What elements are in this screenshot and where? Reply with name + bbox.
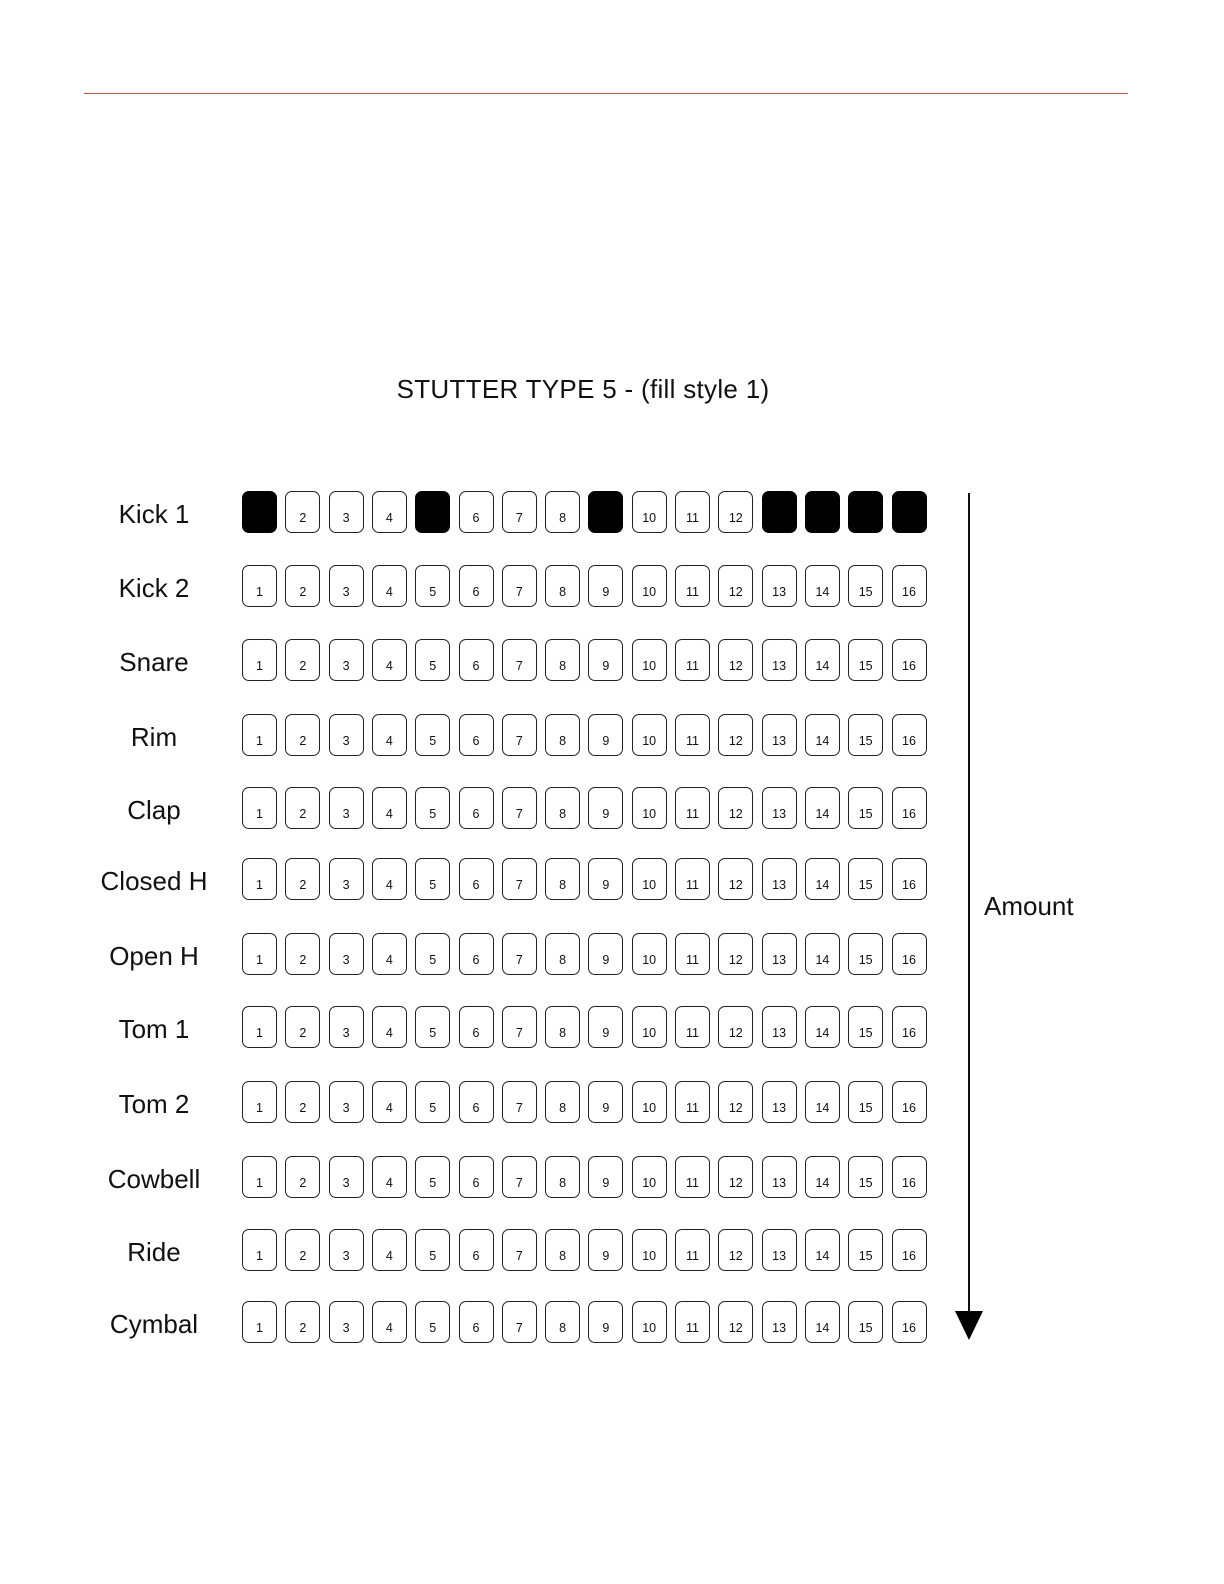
track-label: Ride bbox=[127, 1237, 181, 1267]
step-button[interactable]: 11 bbox=[675, 1081, 710, 1123]
step-button[interactable]: 15 bbox=[848, 565, 883, 607]
step-button[interactable]: 6 bbox=[459, 1081, 494, 1123]
step-button[interactable]: 2 bbox=[285, 491, 320, 533]
step-button[interactable]: 16 bbox=[892, 787, 927, 829]
step-button[interactable]: 12 bbox=[718, 639, 753, 681]
step-button[interactable]: 4 bbox=[372, 1301, 407, 1343]
step-button[interactable]: 11 bbox=[675, 1006, 710, 1048]
step-button[interactable]: 10 bbox=[632, 714, 667, 756]
step-button[interactable]: 4 bbox=[372, 1006, 407, 1048]
step-button[interactable]: 16 bbox=[892, 1229, 927, 1271]
step-button[interactable]: 10 bbox=[632, 1156, 667, 1198]
step-button[interactable]: 7 bbox=[502, 858, 537, 900]
step-button[interactable]: 12 bbox=[718, 1229, 753, 1271]
track-label: Closed H bbox=[100, 866, 208, 896]
step-button[interactable]: 12 bbox=[718, 787, 753, 829]
step-button-active[interactable] bbox=[805, 491, 840, 533]
step-button[interactable]: 5 bbox=[415, 858, 450, 900]
step-button-active[interactable] bbox=[848, 491, 883, 533]
step-button[interactable]: 7 bbox=[502, 639, 537, 681]
step-button[interactable]: 12 bbox=[718, 714, 753, 756]
step-button[interactable]: 15 bbox=[848, 1229, 883, 1271]
step-button[interactable]: 16 bbox=[892, 1081, 927, 1123]
step-button[interactable]: 10 bbox=[632, 1081, 667, 1123]
step-button[interactable]: 9 bbox=[588, 787, 623, 829]
step-button[interactable]: 6 bbox=[459, 491, 494, 533]
step-button[interactable]: 4 bbox=[372, 1156, 407, 1198]
step-button[interactable]: 6 bbox=[459, 933, 494, 975]
step-button[interactable]: 7 bbox=[502, 1081, 537, 1123]
step-button[interactable]: 9 bbox=[588, 1229, 623, 1271]
step-button[interactable]: 10 bbox=[632, 565, 667, 607]
step-button-active[interactable] bbox=[242, 491, 277, 533]
step-button[interactable]: 3 bbox=[329, 491, 364, 533]
step-button[interactable]: 13 bbox=[762, 787, 797, 829]
step-button[interactable]: 15 bbox=[848, 1006, 883, 1048]
step-button-active[interactable] bbox=[892, 491, 927, 533]
step-button[interactable]: 8 bbox=[545, 1301, 580, 1343]
step-button[interactable]: 5 bbox=[415, 1229, 450, 1271]
track-label: Cymbal bbox=[109, 1309, 199, 1339]
step-button[interactable]: 2 bbox=[285, 714, 320, 756]
step-button[interactable]: 7 bbox=[502, 933, 537, 975]
step-button[interactable]: 6 bbox=[459, 565, 494, 607]
step-button[interactable]: 5 bbox=[415, 1156, 450, 1198]
step-button[interactable]: 6 bbox=[459, 714, 494, 756]
step-button[interactable]: 9 bbox=[588, 1301, 623, 1343]
step-button[interactable]: 3 bbox=[329, 933, 364, 975]
step-button[interactable]: 1 bbox=[242, 639, 277, 681]
step-button[interactable]: 13 bbox=[762, 1081, 797, 1123]
step-button[interactable]: 13 bbox=[762, 1301, 797, 1343]
track-label: Cowbell bbox=[107, 1164, 201, 1194]
step-button[interactable]: 8 bbox=[545, 787, 580, 829]
step-button[interactable]: 9 bbox=[588, 714, 623, 756]
step-button[interactable]: 4 bbox=[372, 858, 407, 900]
amount-arrow bbox=[954, 493, 984, 1341]
step-button[interactable]: 8 bbox=[545, 639, 580, 681]
step-button[interactable]: 16 bbox=[892, 565, 927, 607]
step-button[interactable]: 14 bbox=[805, 858, 840, 900]
step-button[interactable]: 14 bbox=[805, 787, 840, 829]
step-button[interactable]: 11 bbox=[675, 1229, 710, 1271]
step-button[interactable]: 2 bbox=[285, 933, 320, 975]
step-button-active[interactable] bbox=[588, 491, 623, 533]
step-button[interactable]: 14 bbox=[805, 1229, 840, 1271]
step-button[interactable]: 16 bbox=[892, 1156, 927, 1198]
step-button[interactable]: 12 bbox=[718, 1006, 753, 1048]
step-button[interactable]: 7 bbox=[502, 787, 537, 829]
step-button[interactable]: 14 bbox=[805, 1081, 840, 1123]
track-row bbox=[0, 1229, 960, 1275]
step-button[interactable]: 4 bbox=[372, 933, 407, 975]
step-button[interactable]: 13 bbox=[762, 1006, 797, 1048]
step-button[interactable]: 4 bbox=[372, 714, 407, 756]
step-button[interactable]: 15 bbox=[848, 714, 883, 756]
step-button[interactable]: 11 bbox=[675, 491, 710, 533]
step-button[interactable]: 14 bbox=[805, 1156, 840, 1198]
track-label: Rim bbox=[130, 722, 178, 752]
step-button[interactable]: 13 bbox=[762, 565, 797, 607]
step-button[interactable]: 7 bbox=[502, 1229, 537, 1271]
step-button[interactable]: 1 bbox=[242, 1156, 277, 1198]
track-label: Kick 2 bbox=[118, 573, 190, 603]
step-button[interactable]: 9 bbox=[588, 858, 623, 900]
step-button[interactable]: 3 bbox=[329, 565, 364, 607]
step-button[interactable]: 8 bbox=[545, 1156, 580, 1198]
step-button[interactable]: 1 bbox=[242, 1006, 277, 1048]
step-button[interactable]: 11 bbox=[675, 565, 710, 607]
step-button[interactable]: 2 bbox=[285, 1081, 320, 1123]
step-button[interactable]: 16 bbox=[892, 933, 927, 975]
step-button[interactable]: 11 bbox=[675, 858, 710, 900]
step-button[interactable]: 2 bbox=[285, 1301, 320, 1343]
step-button[interactable]: 13 bbox=[762, 1229, 797, 1271]
step-button[interactable]: 1 bbox=[242, 714, 277, 756]
step-button[interactable]: 14 bbox=[805, 1301, 840, 1343]
step-button[interactable]: 6 bbox=[459, 639, 494, 681]
step-button[interactable]: 10 bbox=[632, 787, 667, 829]
step-button[interactable]: 1 bbox=[242, 858, 277, 900]
step-button[interactable]: 2 bbox=[285, 858, 320, 900]
step-button[interactable]: 8 bbox=[545, 933, 580, 975]
step-button[interactable]: 15 bbox=[848, 639, 883, 681]
step-button[interactable]: 13 bbox=[762, 1156, 797, 1198]
step-button[interactable]: 10 bbox=[632, 1229, 667, 1271]
step-button[interactable]: 8 bbox=[545, 565, 580, 607]
track-row bbox=[0, 491, 960, 537]
step-button[interactable]: 3 bbox=[329, 787, 364, 829]
step-button-active[interactable] bbox=[762, 491, 797, 533]
step-button[interactable]: 14 bbox=[805, 1006, 840, 1048]
step-button[interactable]: 4 bbox=[372, 1081, 407, 1123]
step-button[interactable]: 6 bbox=[459, 787, 494, 829]
step-button[interactable]: 7 bbox=[502, 491, 537, 533]
step-button[interactable]: 16 bbox=[892, 639, 927, 681]
step-button[interactable]: 9 bbox=[588, 933, 623, 975]
amount-label: Amount bbox=[984, 891, 1074, 921]
step-button[interactable]: 1 bbox=[242, 933, 277, 975]
step-button[interactable]: 1 bbox=[242, 1081, 277, 1123]
step-button[interactable]: 6 bbox=[459, 1301, 494, 1343]
step-button[interactable]: 5 bbox=[415, 787, 450, 829]
step-button[interactable]: 15 bbox=[848, 1301, 883, 1343]
step-button[interactable]: 12 bbox=[718, 491, 753, 533]
step-button[interactable]: 12 bbox=[718, 858, 753, 900]
step-button[interactable]: 4 bbox=[372, 787, 407, 829]
step-button[interactable]: 3 bbox=[329, 639, 364, 681]
step-button[interactable]: 11 bbox=[675, 1156, 710, 1198]
step-button[interactable]: 5 bbox=[415, 714, 450, 756]
step-button[interactable]: 12 bbox=[718, 1081, 753, 1123]
step-button[interactable]: 9 bbox=[588, 1156, 623, 1198]
track-row bbox=[0, 565, 960, 611]
step-button[interactable]: 8 bbox=[545, 858, 580, 900]
step-button[interactable]: 14 bbox=[805, 639, 840, 681]
step-button[interactable]: 6 bbox=[459, 1156, 494, 1198]
step-button[interactable]: 14 bbox=[805, 714, 840, 756]
step-button[interactable]: 10 bbox=[632, 858, 667, 900]
step-button[interactable]: 16 bbox=[892, 858, 927, 900]
step-button[interactable]: 8 bbox=[545, 714, 580, 756]
step-button[interactable]: 15 bbox=[848, 933, 883, 975]
track-label: Tom 1 bbox=[118, 1014, 190, 1044]
step-button[interactable]: 12 bbox=[718, 933, 753, 975]
step-button[interactable]: 5 bbox=[415, 933, 450, 975]
step-button[interactable]: 2 bbox=[285, 1229, 320, 1271]
step-button[interactable]: 7 bbox=[502, 1006, 537, 1048]
track-label: Clap bbox=[127, 795, 181, 825]
step-button[interactable]: 15 bbox=[848, 1156, 883, 1198]
track-row bbox=[0, 639, 960, 685]
step-button[interactable]: 16 bbox=[892, 714, 927, 756]
step-button[interactable]: 1 bbox=[242, 1301, 277, 1343]
step-button[interactable]: 7 bbox=[502, 565, 537, 607]
step-button[interactable]: 9 bbox=[588, 1006, 623, 1048]
header-rule bbox=[84, 93, 1128, 94]
step-button[interactable]: 12 bbox=[718, 1301, 753, 1343]
step-button[interactable]: 16 bbox=[892, 1006, 927, 1048]
step-button[interactable]: 13 bbox=[762, 714, 797, 756]
step-button[interactable]: 11 bbox=[675, 714, 710, 756]
step-button[interactable]: 9 bbox=[588, 565, 623, 607]
step-button[interactable]: 15 bbox=[848, 1081, 883, 1123]
step-button[interactable]: 4 bbox=[372, 565, 407, 607]
step-button[interactable]: 10 bbox=[632, 1006, 667, 1048]
track-row bbox=[0, 1081, 960, 1127]
track-row bbox=[0, 1156, 960, 1202]
step-button[interactable]: 5 bbox=[415, 1006, 450, 1048]
step-button[interactable]: 14 bbox=[805, 565, 840, 607]
step-button[interactable]: 3 bbox=[329, 1301, 364, 1343]
step-button[interactable]: 3 bbox=[329, 858, 364, 900]
step-button[interactable]: 3 bbox=[329, 1229, 364, 1271]
step-button[interactable]: 9 bbox=[588, 639, 623, 681]
track-row bbox=[0, 787, 960, 833]
track-row bbox=[0, 714, 960, 760]
step-button[interactable]: 16 bbox=[892, 1301, 927, 1343]
step-button[interactable]: 14 bbox=[805, 933, 840, 975]
step-button[interactable]: 11 bbox=[675, 787, 710, 829]
step-button[interactable]: 6 bbox=[459, 858, 494, 900]
step-button[interactable]: 13 bbox=[762, 933, 797, 975]
step-button[interactable]: 5 bbox=[415, 565, 450, 607]
step-button[interactable]: 1 bbox=[242, 787, 277, 829]
step-button[interactable]: 6 bbox=[459, 1006, 494, 1048]
track-row bbox=[0, 1006, 960, 1052]
step-button[interactable]: 5 bbox=[415, 1301, 450, 1343]
step-button[interactable]: 9 bbox=[588, 1081, 623, 1123]
step-button[interactable]: 12 bbox=[718, 565, 753, 607]
step-button[interactable]: 10 bbox=[632, 933, 667, 975]
step-button[interactable]: 2 bbox=[285, 1006, 320, 1048]
step-button[interactable]: 1 bbox=[242, 565, 277, 607]
step-button[interactable]: 10 bbox=[632, 639, 667, 681]
step-button[interactable]: 10 bbox=[632, 1301, 667, 1343]
step-button[interactable]: 3 bbox=[329, 1006, 364, 1048]
track-row bbox=[0, 858, 960, 904]
step-button[interactable]: 11 bbox=[675, 639, 710, 681]
step-button[interactable]: 10 bbox=[632, 491, 667, 533]
track-label: Snare bbox=[119, 647, 189, 677]
step-button[interactable]: 1 bbox=[242, 1229, 277, 1271]
step-button[interactable]: 5 bbox=[415, 639, 450, 681]
track-label: Tom 2 bbox=[118, 1089, 190, 1119]
step-button[interactable]: 6 bbox=[459, 1229, 494, 1271]
step-button[interactable]: 4 bbox=[372, 491, 407, 533]
step-button[interactable]: 15 bbox=[848, 858, 883, 900]
step-button[interactable]: 2 bbox=[285, 565, 320, 607]
step-button[interactable]: 7 bbox=[502, 1301, 537, 1343]
track-label: Kick 1 bbox=[118, 499, 190, 529]
step-button[interactable]: 15 bbox=[848, 787, 883, 829]
step-button[interactable]: 4 bbox=[372, 639, 407, 681]
step-button[interactable]: 7 bbox=[502, 714, 537, 756]
page-title: STUTTER TYPE 5 - (fill style 1) bbox=[396, 374, 770, 404]
step-button[interactable]: 2 bbox=[285, 1156, 320, 1198]
step-button[interactable]: 3 bbox=[329, 1081, 364, 1123]
step-button[interactable]: 4 bbox=[372, 1229, 407, 1271]
step-button[interactable]: 8 bbox=[545, 491, 580, 533]
step-button[interactable]: 7 bbox=[502, 1156, 537, 1198]
track-label: Open H bbox=[109, 941, 199, 971]
step-button[interactable]: 3 bbox=[329, 1156, 364, 1198]
step-button[interactable]: 8 bbox=[545, 1229, 580, 1271]
step-button[interactable]: 5 bbox=[415, 1081, 450, 1123]
step-button[interactable]: 13 bbox=[762, 639, 797, 681]
track-row bbox=[0, 1301, 960, 1347]
step-button[interactable]: 13 bbox=[762, 858, 797, 900]
step-button[interactable]: 11 bbox=[675, 1301, 710, 1343]
step-button[interactable]: 8 bbox=[545, 1006, 580, 1048]
step-button-active[interactable] bbox=[415, 491, 450, 533]
step-button[interactable]: 2 bbox=[285, 787, 320, 829]
step-button[interactable]: 8 bbox=[545, 1081, 580, 1123]
step-button[interactable]: 3 bbox=[329, 714, 364, 756]
step-button[interactable]: 2 bbox=[285, 639, 320, 681]
track-row bbox=[0, 933, 960, 979]
step-button[interactable]: 12 bbox=[718, 1156, 753, 1198]
step-button[interactable]: 11 bbox=[675, 933, 710, 975]
